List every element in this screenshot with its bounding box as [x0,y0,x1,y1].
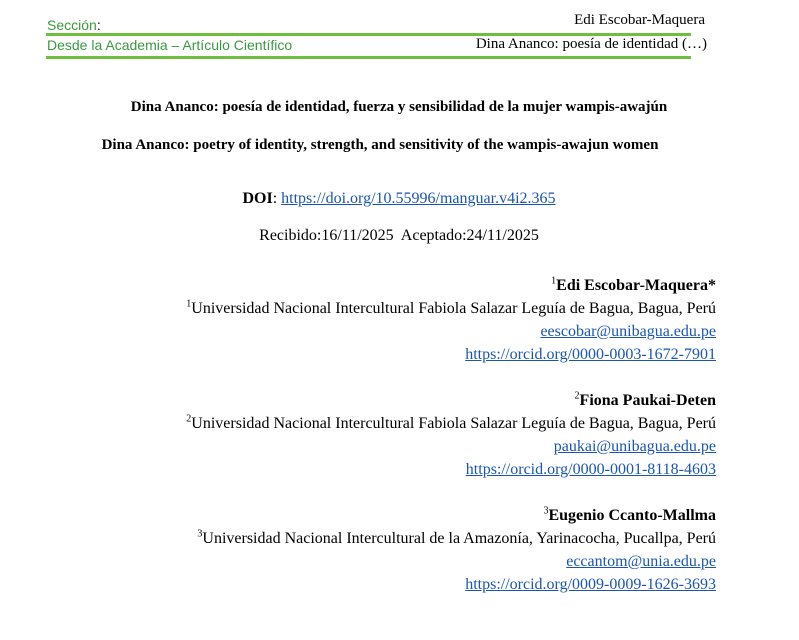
title-spanish: Dina Ananco: poesía de identidad, fuerza y sensibilidad de la mujer wampis-awajún [130,99,668,115]
author-orcid-link[interactable]: https://orcid.org/0000-0003-1672-7901 [465,346,716,363]
doi-line [40,190,758,208]
author-affiliation: $^3$Universidad Nacional Intercultural de la Amazonía, Yarinacocha, Pucallpa, Perú [197,528,716,547]
author-block-2 [56,389,716,481]
author-orcid-link[interactable]: https://orcid.org/0000-0001-8118-4603 [465,461,716,478]
affiliation-sup: 3 [197,528,203,540]
received-date: Recibido:16/11/2025 [259,227,394,244]
author-sup: 3 [543,505,549,517]
affiliation-sup: 2 [186,413,192,425]
author-email-link[interactable]: eescobar@unibagua.edu.pe [540,323,716,340]
dates-line [40,227,758,245]
doi-separator: : [272,190,282,207]
accepted-date: Aceptado:24/11/2025 [400,227,539,244]
header-rule-bottom [46,56,691,59]
author-block-1 [56,274,716,366]
running-title: Dina Ananco: poesía de identidad (…) [475,36,707,52]
journal-section: Desde la Academia – Artículo Científico [47,37,293,53]
author-orcid-link[interactable]: https://orcid.org/0009-0009-1626-3693 [465,576,716,593]
header-author: Edi Escobar-Maquera [574,12,705,28]
author-email-link[interactable]: eccantom@unia.edu.pe [566,553,716,570]
author-sup: 2 [574,390,580,402]
author-name: $^3$Eugenio Ccanto-Mallma [543,505,716,524]
doi-label: DOI [242,190,273,207]
doi-link[interactable]: https://doi.org/10.55996/manguar.v4i2.365 [281,190,556,207]
author-block-3 [56,504,716,596]
author-name: $^2$Fiona Paukai-Deten [574,390,716,409]
author-affiliation: $^1$Universidad Nacional Intercultural Fabiola Salazar Leguía de Bagua, Bagua, Perú [186,298,716,317]
author-sup: 1 [551,275,557,287]
section-colon: : [96,17,101,33]
author-affiliation: $^2$Universidad Nacional Intercultural Fabiola Salazar Leguía de Bagua, Bagua, Perú [186,413,716,432]
author-name: $^1$Edi Escobar-Maquera* [551,275,716,294]
author-email-link[interactable]: paukai@unibagua.edu.pe [553,438,716,455]
section-label: Sección: [47,17,101,33]
affiliation-sup: 1 [186,298,192,310]
title-english: Dina Ananco: poetry of identity, strength, and sensitivity of the wampis-awajun women [101,137,659,153]
